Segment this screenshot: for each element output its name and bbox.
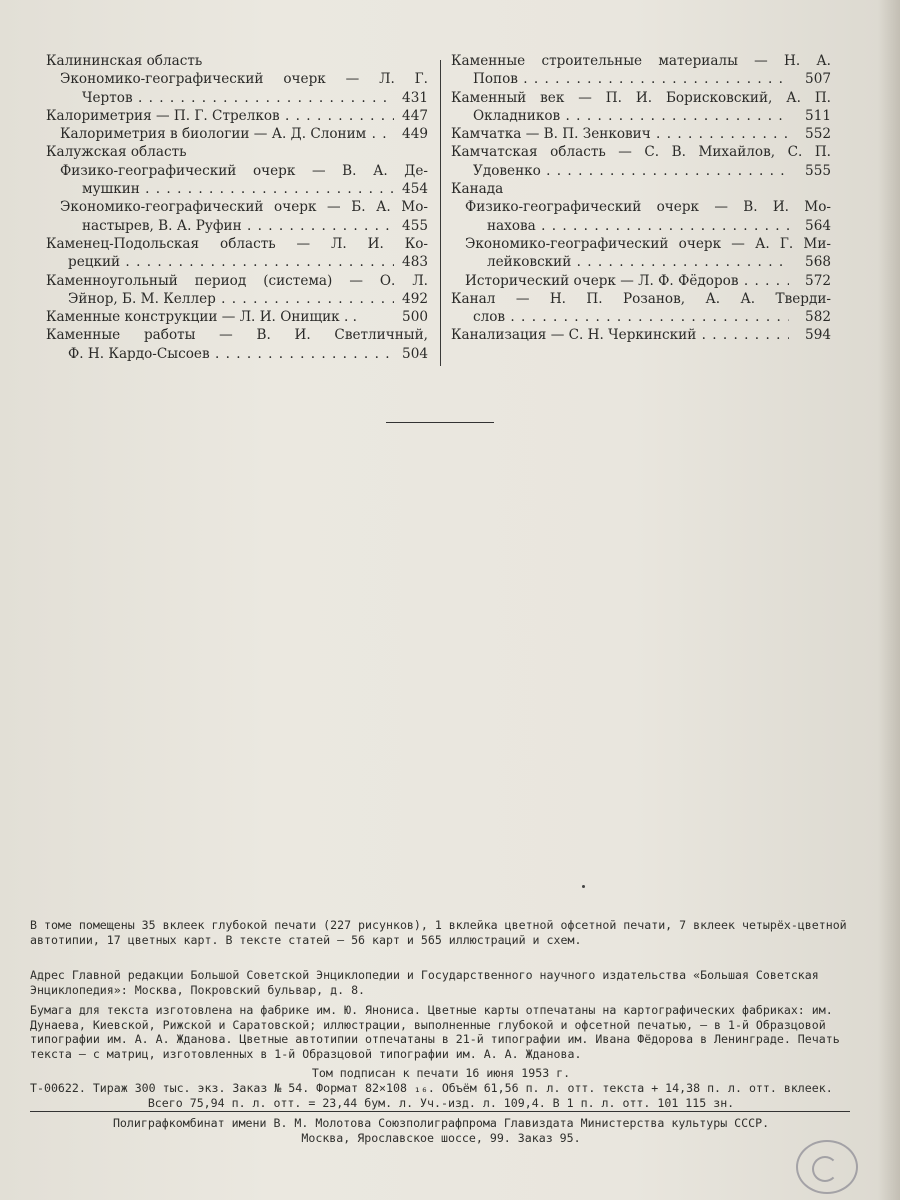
contents-entry	[451, 52, 831, 89]
column-divider	[440, 60, 441, 366]
entry-title-line: Каменные работы — В. И. Светличный,	[46, 327, 428, 344]
entry-page-number: 555	[805, 162, 831, 179]
imprint-divider	[30, 1111, 850, 1112]
section-rule	[386, 422, 494, 423]
imprint-printer	[30, 1116, 852, 1145]
imprint-signed	[30, 1066, 852, 1081]
imprint-print-run-line-2: Всего 75,94 п. л. отт. = 23,44 бум. л. Уч.-изд. л. 109,4. В 1 п. л. отт. 101 115 зн.	[147, 1095, 735, 1110]
contents-entry	[451, 272, 831, 290]
entry-title-line: Канал — Н. П. Розанов, А. А. Тверди-	[451, 290, 831, 307]
entry-title-line: Экономико-географический очерк — Л. Г.	[60, 71, 428, 88]
contents-entry	[451, 143, 831, 180]
contents-entry	[46, 162, 428, 199]
entry-title-line: Чертов . . .	[82, 89, 394, 107]
entry-title-line: настырев, В. А. Руфин . . .	[82, 217, 394, 235]
imprint-illustrations-text: В томе помещены 35 вклеек глубокой печати (227 рисунков), 1 вклейка цветной офсетной печати, 7 вклеек четырёх-цветной автотипии, 17 цветных карт. В тексте статей — 56 карт и 565 иллюстраций и схем.	[30, 918, 847, 947]
entry-page-number: 552	[805, 126, 831, 143]
contents-entry	[46, 308, 428, 326]
entry-title-line: мушкин . . .	[82, 180, 394, 198]
entry-title-line: Канада	[451, 181, 504, 198]
entry-page-number: 492	[402, 290, 428, 307]
entry-title-line: Исторический очерк — Л. Ф. Фёдоров . . .	[465, 272, 789, 290]
entry-page-number: 431	[402, 89, 428, 106]
entry-title-line: Попов . . .	[473, 70, 789, 88]
contents-entry	[451, 125, 831, 143]
imprint-signed-text: Том подписан к печати 16 июня 1953 г.	[311, 1066, 571, 1080]
entry-title-line: слов . . .	[473, 308, 789, 326]
entry-page-number: 500	[402, 309, 428, 326]
contents-entry	[46, 326, 428, 363]
entry-page-number: 582	[805, 309, 831, 326]
contents-entry	[46, 70, 428, 107]
entry-title-line: Окладников . . .	[473, 107, 789, 125]
entry-title-line: нахова . . .	[487, 217, 789, 235]
imprint-print-run-line-1: Т-00622. Тираж 300 тыс. экз. Заказ № 54. Формат 82×108 ₁₆. Объём 61,56 п. л. отт. текста + 14,38 п. л. отт. вклеек.	[30, 1081, 833, 1095]
imprint-printer-line-2: Москва, Ярославское шоссе, 99. Заказ 95.	[301, 1130, 581, 1145]
contents-entry	[451, 89, 831, 126]
entry-title-line: Каменные конструкции — Л. И. Онищик . .	[46, 309, 357, 326]
entry-title-line: Каменные строительные материалы — Н. А.	[451, 53, 831, 69]
library-stamp-inner-mark	[812, 1156, 838, 1182]
contents-entry	[451, 326, 831, 344]
contents-left-column	[46, 52, 428, 363]
contents-entry	[451, 180, 831, 198]
entry-page-number: 454	[402, 181, 428, 198]
contents-entry	[46, 107, 428, 125]
page-edge-shadow	[878, 0, 900, 1200]
entry-title-line: Калориметрия в биологии — А. Д. Слоним . . .	[60, 125, 394, 143]
entry-title-line: Удовенко . . .	[473, 162, 789, 180]
entry-title-line: Калориметрия — П. Г. Стрелков . . .	[46, 107, 394, 125]
entry-page-number: 504	[402, 345, 428, 362]
entry-title-line: Калининская область	[46, 53, 203, 69]
contents-entry	[451, 198, 831, 235]
entry-page-number: 594	[805, 327, 831, 344]
contents-entry	[46, 235, 428, 272]
entry-title-line: Каменный век — П. И. Борисковский, А. П.	[451, 89, 831, 106]
imprint-address	[30, 968, 852, 997]
contents-entry	[46, 125, 428, 143]
entry-page-number: 447	[402, 107, 428, 124]
contents-entry	[46, 272, 428, 309]
contents-entry	[451, 290, 831, 327]
contents-right-column	[451, 52, 831, 345]
entry-page-number: 568	[805, 254, 831, 271]
entry-page-number: 507	[805, 71, 831, 88]
entry-page-number: 449	[402, 126, 428, 143]
contents-entry	[46, 52, 428, 70]
entry-title-line: Ф. Н. Кардо-Сысоев . . .	[68, 345, 394, 363]
entry-title-line: Физико-географический очерк — В. И. Мо-	[465, 199, 831, 216]
contents-entry	[451, 235, 831, 272]
imprint-printer-line-1: Полиграфкомбинат имени В. М. Молотова Союзполиграфпрома Главиздата Министерства культуры СССР.	[112, 1116, 770, 1130]
entry-title-line: Экономико-географический очерк — Б. А. Мо-	[60, 199, 428, 216]
entry-title-line: Калужская область	[46, 144, 187, 161]
entry-page-number: 483	[402, 254, 428, 271]
imprint-print-run	[30, 1081, 852, 1110]
entry-title-line: Экономико-географический очерк — А. Г. Ми-	[465, 235, 831, 252]
entry-title-line: Канализация — С. Н. Черкинский . . .	[451, 326, 789, 344]
imprint-address-text: Адрес Главной редакции Большой Советской Энциклопедии и Государственного научного издательства «Большая Советская Энциклопедия»: Москва, Покровский бульвар, д. 8.	[30, 968, 819, 997]
entry-title-line: Камчатская область — С. В. Михайлов, С. П.	[451, 144, 831, 161]
contents-entry	[46, 143, 428, 161]
imprint-paper-text: Бумага для текста изготовлена на фабрике им. Ю. Янониса. Цветные карты отпечатаны на картографических фабриках: им. Дунаева, Киевской, Рижской и Саратовской; иллюстрации, выполненные глубокой и офсетной печатью, — в 1-й Образцовой типографии им. А. А. Жданова. Цветные автотипии отпечатаны в 21-й типографии им. Ивана Фёдорова в Ленинграде. Печать текста — с матриц, изготовленных в 1-й Образцовой типографии им. А. А. Жданова.	[30, 1003, 840, 1061]
entry-title-line: Физико-географический очерк — В. А. Де-	[60, 162, 428, 179]
entry-title-line: Эйнор, Б. М. Келлер . . .	[68, 290, 394, 308]
contents-entry	[46, 198, 428, 235]
entry-page-number: 455	[402, 217, 428, 234]
entry-page-number: 511	[805, 107, 831, 124]
imprint-paper	[30, 1003, 852, 1061]
entry-title-line: Каменноугольный период (система) — О. Л.	[46, 272, 428, 289]
print-speck	[582, 885, 585, 888]
entry-title-line: лейковский . . .	[487, 253, 789, 271]
entry-page-number: 564	[805, 217, 831, 234]
entry-title-line: рецкий . . .	[68, 253, 394, 271]
entry-page-number: 572	[805, 272, 831, 289]
imprint-illustrations	[30, 918, 852, 947]
entry-title-line: Камчатка — В. П. Зенкович . . .	[451, 125, 789, 143]
entry-title-line: Каменец-Подольская область — Л. И. Ко-	[46, 235, 428, 252]
